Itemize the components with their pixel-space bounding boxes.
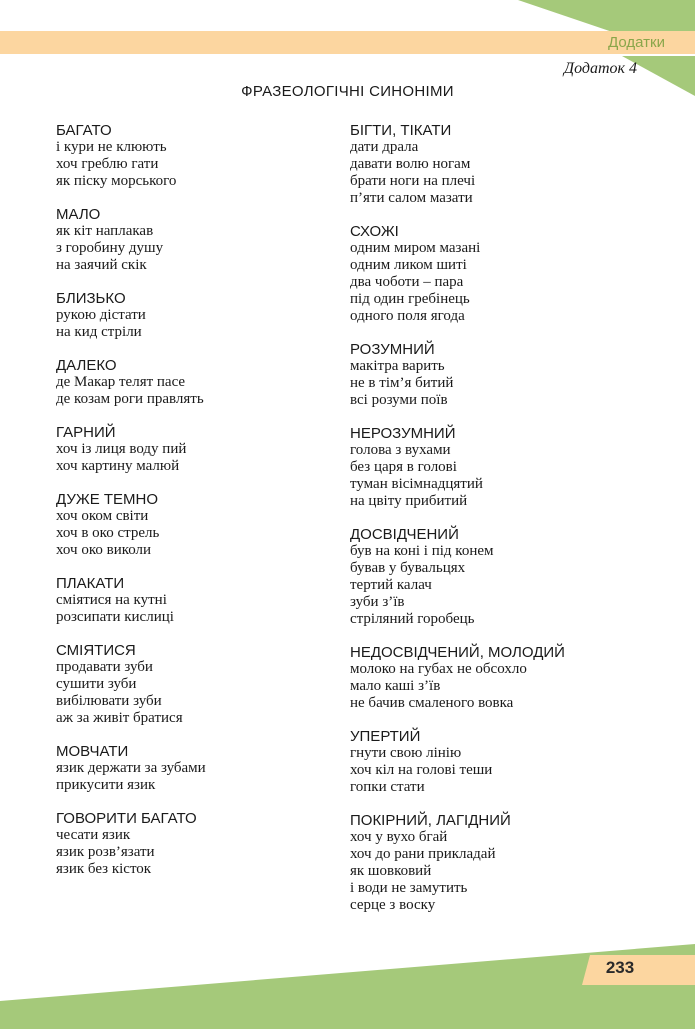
phrase: не бачив смаленого вовка (350, 695, 514, 711)
group-heading: МАЛО (56, 206, 101, 223)
synonym-group (56, 424, 326, 475)
phrase: всі розуми поїв (350, 392, 448, 408)
right-column (350, 122, 650, 930)
synonym-group (56, 357, 326, 408)
phrase: хоч кіл на голові теши (350, 762, 493, 778)
phrase: рукою дістати (56, 307, 146, 323)
header-band (0, 31, 695, 56)
phrase: як піску морського (56, 173, 177, 189)
phrase: одним ликом шиті (350, 257, 467, 273)
group-heading: НЕРОЗУМНИЙ (350, 425, 456, 442)
phrase: мало каші з’їв (350, 678, 441, 694)
phrase: сушити зуби (56, 676, 137, 692)
phrase: тертий калач (350, 577, 432, 593)
phrase: з горобину душу (56, 240, 164, 256)
phrase: макітра варить (350, 358, 445, 374)
phrase: як шовковий (350, 863, 432, 879)
phrase: язик розв’язати (56, 844, 155, 860)
synonym-group (350, 223, 650, 325)
left-column (56, 122, 326, 894)
synonym-group (56, 743, 326, 794)
synonym-group (56, 642, 326, 727)
phrase: і води не замутить (350, 880, 468, 896)
phrase: на заячий скік (56, 257, 147, 273)
phrase: сміятися на кутні (56, 592, 167, 608)
phrase: зуби з’їв (350, 594, 405, 610)
phrase: гопки стати (350, 779, 425, 795)
phrase: серце з воску (350, 897, 436, 913)
phrase: розсипати кислиці (56, 609, 174, 625)
phrase: давати волю ногам (350, 156, 471, 172)
phrase: хоч до рани прикладай (350, 846, 496, 862)
phrase: хоч в око стрель (56, 525, 160, 541)
phrase: хоч картину малюй (56, 458, 180, 474)
synonym-group (56, 122, 326, 190)
synonym-group (56, 491, 326, 559)
synonym-group (350, 526, 650, 628)
group-heading: БІГТИ, ТІКАТИ (350, 122, 452, 139)
phrase: хоч оком світи (56, 508, 149, 524)
phrase: хоч у вухо бгай (350, 829, 448, 845)
group-heading: ДОСВІДЧЕНИЙ (350, 526, 459, 543)
phrase: де козам роги правлять (56, 391, 204, 407)
phrase: хоч око виколи (56, 542, 152, 558)
group-heading: БЛИЗЬКО (56, 290, 126, 307)
phrase: вибілювати зуби (56, 693, 162, 709)
phrase: хоч із лиця воду пий (56, 441, 187, 457)
synonym-group (56, 575, 326, 626)
phrase: одного поля ягода (350, 308, 465, 324)
group-heading: ГАРНИЙ (56, 424, 116, 441)
synonym-group (350, 728, 650, 796)
phrase: і кури не клюють (56, 139, 167, 155)
appendix-label: Додаток 4 (563, 60, 637, 77)
phrase: голова з вухами (350, 442, 451, 458)
phrase: як кіт наплакав (56, 223, 154, 239)
group-heading: РОЗУМНИЙ (350, 341, 435, 358)
synonym-group (350, 425, 650, 510)
phrase: туман вісімнадцятий (350, 476, 483, 492)
group-heading: БАГАТО (56, 122, 112, 139)
section-label: Додатки (608, 34, 665, 51)
synonym-group (350, 122, 650, 207)
page-title: ФРАЗЕОЛОГІЧНІ СИНОНІМИ (241, 83, 454, 100)
group-heading: ДУЖЕ ТЕМНО (56, 491, 159, 508)
group-heading: МОВЧАТИ (56, 743, 129, 760)
phrase: молоко на губах не обсохло (350, 661, 527, 677)
page-number: 233 (605, 958, 635, 977)
phrase: де Макар телят пасе (56, 374, 186, 390)
synonym-group (56, 206, 326, 274)
phrase: хоч греблю гати (56, 156, 159, 172)
group-heading: ДАЛЕКО (56, 357, 117, 374)
synonym-group (56, 810, 326, 878)
phrase: не в тім’я битий (350, 375, 454, 391)
phrase: без царя в голові (350, 459, 457, 475)
phrase: чесати язик (56, 827, 131, 843)
phrase: продавати зуби (56, 659, 153, 675)
synonym-group (350, 341, 650, 409)
phrase: язик без кісток (56, 861, 152, 877)
synonym-group (56, 290, 326, 341)
phrase: одним миром мазані (350, 240, 481, 256)
phrase: два чоботи – пара (350, 274, 464, 290)
phrase: гнути свою лінію (350, 745, 462, 761)
synonym-group (350, 644, 650, 712)
group-heading: ГОВОРИТИ БАГАТО (56, 810, 197, 827)
phrase: на цвіту прибитий (350, 493, 468, 509)
group-heading: СМІЯТИСЯ (56, 642, 136, 659)
group-heading: СХОЖІ (350, 223, 399, 240)
phrase: п’яти салом мазати (350, 190, 473, 206)
phrase: брати ноги на плечі (350, 173, 476, 189)
phrase: язик держати за зубами (56, 760, 206, 776)
group-heading: УПЕРТИЙ (350, 728, 421, 745)
phrase: під один гребінець (350, 291, 470, 307)
phrase: аж за живіт братися (56, 710, 183, 726)
phrase: бував у бувальцях (350, 560, 466, 576)
group-heading: НЕДОСВІДЧЕНИЙ, МОЛОДИЙ (350, 644, 565, 661)
phrase: на кид стріли (56, 324, 142, 340)
phrase: був на коні і під конем (350, 543, 494, 559)
phrase: стріляний горобець (350, 611, 475, 627)
phrase: прикусити язик (56, 777, 156, 793)
group-heading: ПОКІРНИЙ, ЛАГІДНИЙ (350, 812, 511, 829)
group-heading: ПЛАКАТИ (56, 575, 125, 592)
synonym-group (350, 812, 650, 914)
phrase: дати драла (350, 139, 419, 155)
